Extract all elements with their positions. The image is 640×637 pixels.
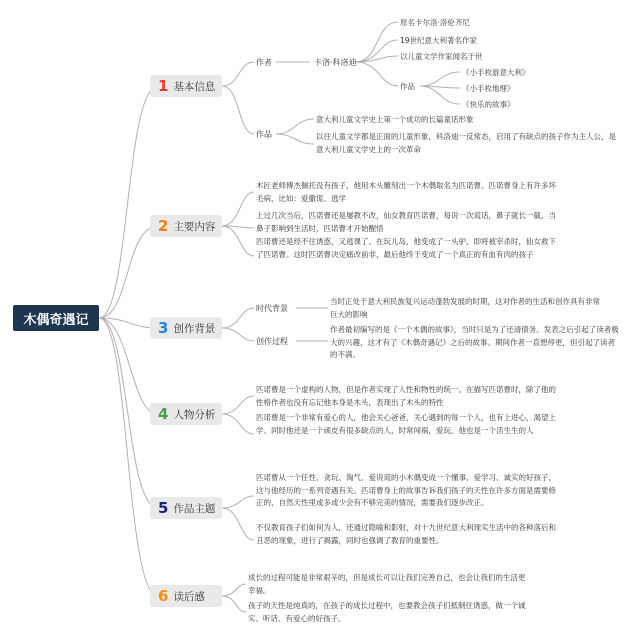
works-label: 作品 bbox=[400, 82, 415, 91]
branch-number: 4 bbox=[158, 405, 169, 423]
work-title: 《小手枚地理》 bbox=[462, 84, 515, 93]
root-topic[interactable] bbox=[13, 305, 99, 331]
reflection-paragraph: 孩子的天性是纯真的，在孩子的成长过程中，也要教会孩子们抵制住诱惑，做一个诚实、听话、有爱心的好孩子。 bbox=[248, 601, 526, 623]
era-label: 时代背景 bbox=[256, 304, 288, 313]
content-paragraph: 木匠老师傅杰佩托没有孩子，他用木头雕刻出一个木偶取名为匹诺曹。匹诺曹身上有许多坏毛病，比如：爱撒谎、逃学 bbox=[256, 181, 556, 203]
theme-paragraph: 匹诺曹从一个任性、贪玩、淘气、爱说谎的小木偶变成一个懂事、爱学习、诚实的好孩子，这与他经历的一系列奇遇有关。匹诺曹身上的故事告诉我们孩子的天性在许多方面是需要修正的，自然天性里或多或少会有不够完美的情况，需要我们逐步改正。 bbox=[256, 473, 556, 507]
branch-theme[interactable] bbox=[150, 497, 222, 519]
author-fact: 19世纪意大利著名作家 bbox=[400, 36, 478, 45]
character-paragraph: 匹诺曹是一个虚构的人物，但是作者实现了人性和物性的统一。在描写匹诺曹时，除了他的性格作者也没有忘记他本身是木头，表现出了木头的特性 bbox=[256, 385, 556, 407]
era-text: 当时正处于意大利民族复兴运动蓬勃发展的时期，这对作者的生活和创作具有非常巨大的影响 bbox=[330, 297, 600, 319]
work-title: 《快乐的故事》 bbox=[462, 100, 515, 109]
branch-number: 1 bbox=[158, 77, 169, 95]
branch-label: 创作背景 bbox=[173, 322, 216, 335]
branch-number: 2 bbox=[158, 217, 169, 235]
author-name: 卡洛·科洛迪 bbox=[314, 58, 357, 67]
branch-main-content[interactable] bbox=[150, 215, 222, 237]
theme-paragraph: 不仅教育孩子们如何为人，还通过隐喻和影射，对十九世纪意大利现实生活中的各种落后和丑恶的现象，进行了揭露，同时也强调了教育的重要性。 bbox=[256, 523, 556, 545]
branch-number: 6 bbox=[158, 587, 169, 605]
branch-label: 基本信息 bbox=[173, 80, 216, 93]
branch-label: 读后感 bbox=[173, 590, 205, 603]
process-label: 创作过程 bbox=[256, 337, 288, 346]
work-title: 《小手枚游意大利》 bbox=[462, 68, 530, 77]
branch-reflection[interactable] bbox=[150, 585, 222, 607]
branch-label: 作品主题 bbox=[173, 502, 216, 515]
character-paragraph: 匹诺曹是一个非常有爱心的人，他会关心爸爸，关心遇到的每一个人，也有上进心，渴望上学。同时他还是一个顽皮有很多缺点的人，时常闯祸，爱玩。他也是一个活生生的人 bbox=[256, 413, 556, 435]
branch-basic-info[interactable] bbox=[150, 75, 222, 97]
root-title: 木偶奇遇记 bbox=[23, 312, 89, 328]
work-label: 作品 bbox=[256, 130, 272, 139]
process-text: 作者最初编写的是《一个木偶的故事》，当时只是为了还清债务。发表之后引起了读者极大的兴趣，这才有了《木偶奇遇记》之后的故事。期间作者一直想停更，但引起了读者的不满。 bbox=[330, 325, 619, 359]
work-fact: 以往儿童文学都是正面的儿童形象，科洛迪一反常态，启用了有缺点的孩子作为主人公，是意大利儿童文学史上的一次革命 bbox=[316, 132, 616, 154]
reflection-paragraph: 成长的过程可能是非常艰辛的，但是成长可以让我们完善自己，也会让我们的生活更幸福。 bbox=[248, 573, 526, 595]
branch-background[interactable] bbox=[150, 317, 222, 339]
content-paragraph: 上过几次当后，匹诺曹还是屡教不改，仙女教育匹诺曹，每说一次谎话，鼻子就长一截。当鼻子影响到生活时，匹诺曹才开始醒悟 bbox=[256, 211, 556, 233]
author-label: 作者 bbox=[256, 58, 272, 67]
branch-number: 5 bbox=[158, 499, 169, 517]
work-fact: 意大利儿童文学史上第一个成功的长篇童话形象 bbox=[316, 115, 474, 124]
author-fact: 以儿童文学作家闻名于世 bbox=[400, 52, 483, 61]
branch-label: 主要内容 bbox=[173, 220, 216, 233]
author-fact: 原名卡尔洛·洛伦齐尼 bbox=[400, 18, 470, 27]
branch-label: 人物分析 bbox=[173, 408, 216, 421]
branch-character[interactable] bbox=[150, 403, 222, 425]
content-paragraph: 匹诺曹还是经不住诱惑，又逃课了。在玩儿岛，他变成了一头驴，即将被宰杀时，仙女救下了匹诺曹。这时匹诺曹决定痛改前非，最后他终于变成了一个真正的有血有肉的孩子 bbox=[256, 237, 556, 259]
branch-number: 3 bbox=[158, 319, 169, 337]
